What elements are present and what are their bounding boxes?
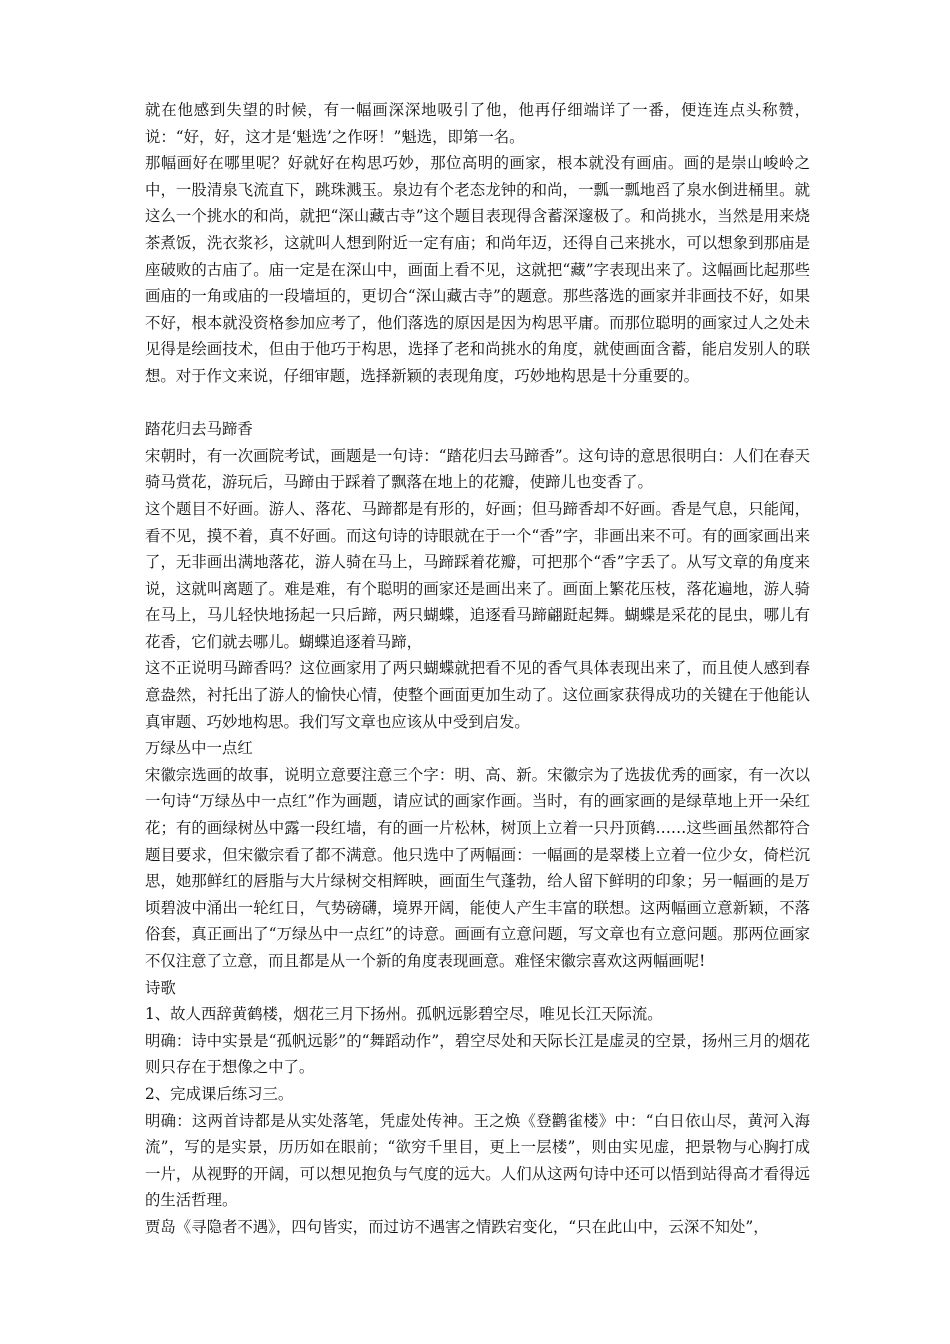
section-heading-3: 诗歌 [145,978,176,997]
paragraph-8: 明确：诗中实景是“孤帆远影”的“舞蹈动作”，碧空尽处和天际长江是虚灵的空景，扬州三月的烟花则只存在于想像之中了。 [145,1031,810,1077]
paragraph-2: 那幅画好在哪里呢？好就好在构思巧妙，那位高明的画家，根本就没有画庙。画的是崇山峻岭之中，一股清泉飞流直下，跳珠溅玉。泉边有个老态龙钟的和尚，一瓢一瓢地舀了泉水倒进桶里。就这么一个挑水的和尚，就把“深山藏古寺”这个题目表现得含蓄深邃极了。和尚挑水，当然是用来烧茶煮饭，洗衣浆衫，这就叫人想到附近一定有庙；和尚年迈，还得自己来挑水，可以想象到那庙是座破败的古庙了。庙一定是在深山中，画面上看不见，这就把“藏”字表现出来了。这幅画比起那些画庙的一角或庙的一段墙垣的，更切合“深山藏古寺”的题意。那些落选的画家并非画技不好，如果不好，根本就没资格参加应考了，他们落选的原因是因为构思平庸。而那位聪明的画家过人之处未见得是绘画技术，但由于他巧于构思，选择了老和尚挑水的角度，就使画面含蓄，能启发别人的联想。对于作文来说，仔细审题，选择新颖的表现角度，巧妙地构思是十分重要的。 [145,154,810,385]
document-page [145,97,810,1241]
paragraph-9: 2、完成课后练习三。 [145,1084,294,1103]
blank-line [145,390,810,417]
paragraph-1: 就在他感到失望的时候，有一幅画深深地吸引了他，他再仔细端详了一番，便连连点头称赞，说：“好，好，这才是‘魁选’之作呀！”魁选，即第一名。 [145,101,810,146]
paragraph-6: 宋徽宗选画的故事，说明立意要注意三个字：明、高、新。宋徽宗为了选拔优秀的画家，有一次以一句诗“万绿丛中一点红”作为画题，请应试的画家作画。当时，有的画家画的是绿草地上开一朵红花；有的画绿树丛中露一段红墙，有的画一片松林，树顶上立着一只丹顶鹤……这些画虽然都符合题目要求，但宋徽宗看了都不满意。他只选中了两幅画：一幅画的是翠楼上立着一位少女，倚栏沉思，她那鲜红的唇脂与大片绿树交相辉映，画面生气蓬勃，给人留下鲜明的印象；另一幅画的是万顷碧波中涌出一轮红日，气势磅礴，境界开阔，能使人产生丰富的联想。这两幅画立意新颖，不落俗套，真正画出了“万绿丛中一点红”的诗意。画画有立意问题，写文章也有立意问题。那两位画家不仅注意了立意，而且都是从一个新的角度表现画意。难怪宋徽宗喜欢这两幅画呢! [145,765,810,970]
paragraph-11: 贾岛《寻隐者不遇》，四句皆实，而过访不遇害之情跌宕变化，“只在此山中，云深不知处”， [145,1217,769,1236]
paragraph-3: 宋朝时，有一次画院考试，画题是一句诗：“踏花归去马蹄香”。这句诗的意思很明白：人们在春天骑马赏花，游玩后，马蹄由于踩着了飘落在地上的花瓣，使蹄儿也变香了。 [145,446,810,492]
paragraph-7: 1、故人西辞黄鹤楼，烟花三月下扬州。孤帆远影碧空尽，唯见长江天际流。 [145,1005,663,1024]
paragraph-5: 这不正说明马蹄香吗？这位画家用了两只蝴蝶就把看不见的香气具体表现出来了，而且使人感到春意盎然，衬托出了游人的愉快心情，使整个画面更加生动了。这位画家获得成功的关键在于他能认真审题、巧妙地构思。我们写文章也应该从中受到启发。 [145,659,810,731]
paragraph-10: 明确：这两首诗都是从实处落笔，凭虚处传神。王之焕《登鹳雀楼》中：“白日依山尽，黄河入海流”，写的是实景，历历如在眼前；“欲穷千里目，更上一层楼”，则由实见虚，把景物与心胸打成一片，从视野的开阔，可以想见抱负与气度的远大。人们从这两句诗中还可以悟到站得高才看得远的生活哲理。 [145,1111,810,1210]
section-heading-1: 踏花归去马蹄香 [145,420,253,439]
section-heading-2: 万绿丛中一点红 [145,739,253,758]
paragraph-4: 这个题目不好画。游人、落花、马蹄都是有形的，好画；但马蹄香却不好画。香是气息，只能闻，看不见，摸不着，真不好画。而这句诗的诗眼就在于一个“香”字，非画出来不可。有的画家画出来了，无非画出满地落花，游人骑在马上，马蹄踩着花瓣，可把那个“香”字丢了。从写文章的角度来说，这就叫离题了。难是难，有个聪明的画家还是画出来了。画面上繁花压枝，落花遍地，游人骑在马上，马儿轻快地扬起一只后蹄，两只蝴蝶，追逐看马蹄翩跹起舞。蝴蝶是采花的昆虫，哪儿有花香，它们就去哪儿。蝴蝶追逐着马蹄， [145,499,810,651]
